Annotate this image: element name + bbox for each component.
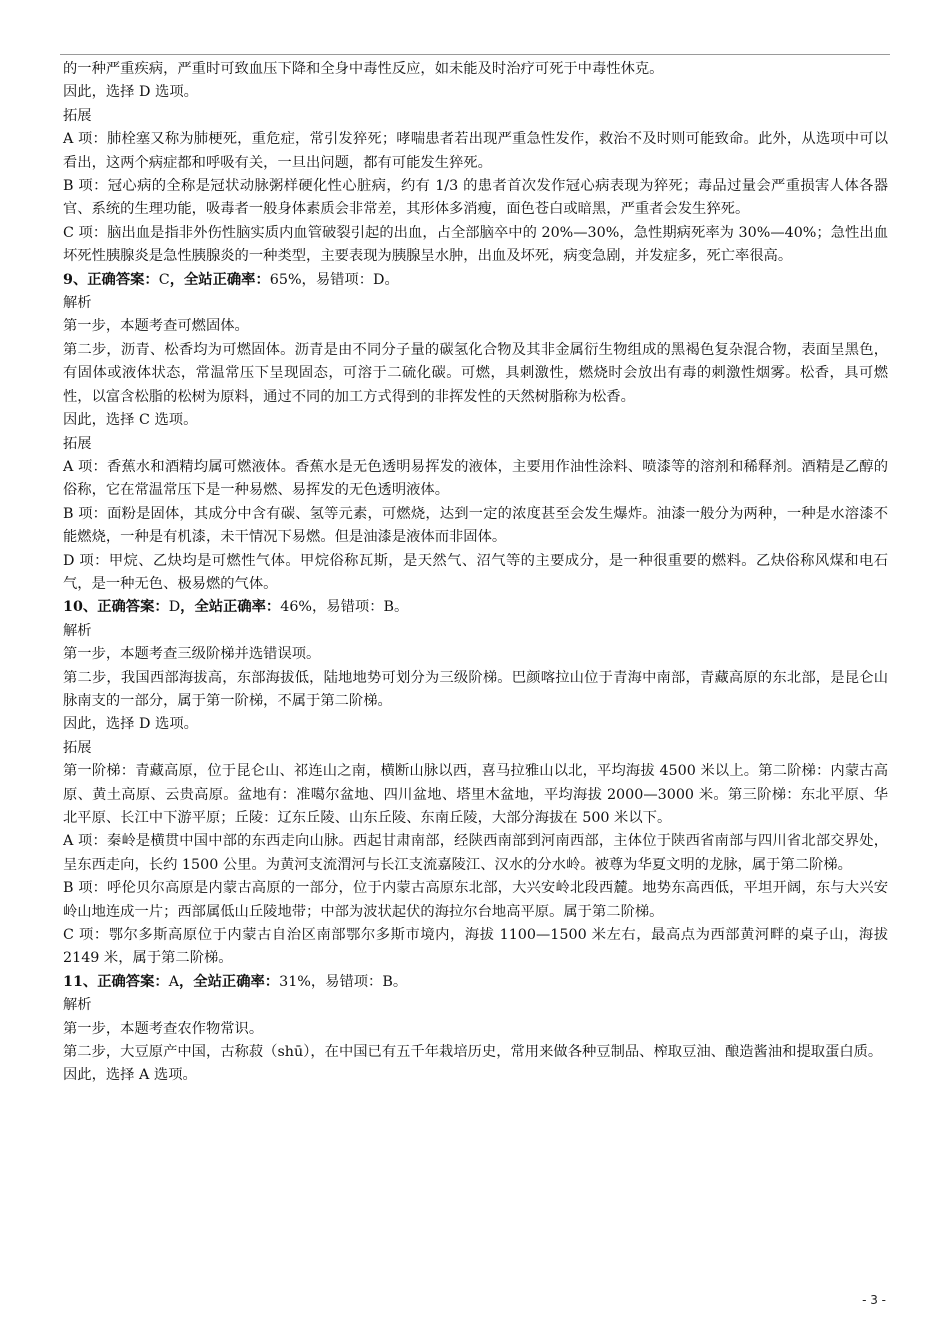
wrong-option-label: ，易错项： bbox=[310, 973, 383, 990]
accuracy-rate: 31% bbox=[279, 973, 311, 990]
correct-answer-label: 、正确答案： bbox=[72, 271, 159, 288]
paragraph: 解析 bbox=[63, 622, 92, 639]
wrong-option: B bbox=[382, 973, 393, 990]
accuracy-rate: 65% bbox=[269, 271, 302, 288]
accuracy-label: ，全站正确率： bbox=[180, 599, 281, 616]
paragraph: 第一步，本题考查三级阶梯并选错误项。 bbox=[63, 646, 321, 663]
paragraph: 第二步，沥青、松香均为可燃固体。沥青是由不同分子量的碳氢化合物及其非金属衍生物组成的黑褐色复杂混合物，表面呈黑色，有固体或液体状态，常温常压下呈现固态，可溶于二硫化碳。可燃，具刺激性，燃烧时会放出有毒的刺激性烟雾。松香，具可燃性，以富含松脂的松树为原料，通过不同的加工方式得到的非挥发性的天然树脂称为松香。 bbox=[63, 341, 888, 405]
correct-answer: A bbox=[168, 973, 180, 990]
paragraph: A 项：肺栓塞又称为肺梗死，重危症，常引发猝死；哮喘患者若出现严重急性发作，救治不及时则可能致命。此外，从选项中可以看出，这两个病症都和呼吸有关，一旦出问题，都有可能发生猝死。 bbox=[63, 131, 888, 171]
paragraph: 解析 bbox=[63, 997, 92, 1014]
paragraph: 因此，选择 A 选项。 bbox=[63, 1067, 197, 1084]
correct-answer: D bbox=[168, 599, 181, 616]
correct-answer-label: 、正确答案： bbox=[82, 599, 169, 616]
paragraph: C 项：脑出血是指非外伤性脑实质内血管破裂引起的出血，占全部脑卒中的 20%—30%，急性期病死率为 30%—40%；急性出血坏死性胰腺炎是急性胰腺炎的一种类型，主要表现为胰腺呈水肿，出血及坏死，病变急剧，并发症多，死亡率很高。 bbox=[63, 224, 888, 265]
paragraph: 第一步，本题考查可燃固体。 bbox=[63, 318, 249, 335]
paragraph: B 项：冠心病的全称是冠状动脉粥样硬化性心脏病，约有 1/3 的患者首次发作冠心病表现为猝死；毒品过量会严重损害人体各器官、系统的生理功能，吸毒者一般身体素质会非常差，其形体多消瘦，面色苍白或暗黑，严重者会发生猝死。 bbox=[63, 178, 888, 218]
page-number: - 3 - bbox=[862, 1293, 886, 1307]
paragraph: 第一阶梯：青藏高原，位于昆仑山、祁连山之南，横断山脉以西，喜马拉雅山以北，平均海拔 4500 米以上。第二阶梯：内蒙古高原、黄土高原、云贵高原。盆地有：准噶尔盆地、四川盆地、塔里木盆地，平均海拔 2000—3000 米。第三阶梯：东北平原、华北平原、长江中下游平原；丘陵：辽东丘陵、山东丘陵、东南丘陵，大部分海拔在 500 米以下。 bbox=[63, 763, 888, 826]
paragraph: A 项：秦岭是横贯中国中部的东西走向山脉。西起甘肃南部，经陕西南部到河南西部，主体位于陕西省南部与四川省北部交界处，呈东西走向，长约 1500 公里。为黄河支流渭河与长江支流嘉陵江、汉水的分水岭。被尊为华夏文明的龙脉，属于第二阶梯。 bbox=[63, 833, 888, 873]
paragraph: D 项：甲烷、乙炔均是可燃性气体。甲烷俗称瓦斯，是天然气、沼气等的主要成分，是一种很重要的燃料。乙炔俗称风煤和电石气，是一种无色、极易燃的气体。 bbox=[63, 552, 888, 592]
paragraph: 第一步，本题考查农作物常识。 bbox=[63, 1020, 264, 1037]
punctuation: 。 bbox=[384, 271, 399, 288]
wrong-option: D bbox=[373, 271, 385, 288]
correct-answer: C bbox=[158, 271, 170, 288]
question-number: 10 bbox=[63, 599, 83, 616]
paragraph: 拓展 bbox=[63, 435, 92, 452]
paragraph: 因此，选择 D 选项。 bbox=[63, 84, 198, 101]
wrong-option: B bbox=[383, 599, 395, 616]
correct-answer-label: 、正确答案： bbox=[82, 973, 169, 990]
punctuation: 。 bbox=[392, 973, 408, 990]
paragraph: 因此，选择 D 选项。 bbox=[63, 716, 198, 733]
answer-line bbox=[63, 269, 888, 292]
accuracy-label: ，全站正确率： bbox=[169, 271, 270, 288]
accuracy-label: ，全站正确率： bbox=[179, 973, 280, 990]
paragraph: A 项：香蕉水和酒精均属可燃液体。香蕉水是无色透明易挥发的液体，主要用作油性涂料、喷漆等的溶剂和稀释剂。酒精是乙醇的俗称，它在常温常压下是一种易燃、易挥发的无色透明液体。 bbox=[63, 458, 888, 499]
paragraph: 的一种严重疾病，严重时可致血压下降和全身中毒性反应，如未能及时治疗可死于中毒性休克。 bbox=[63, 61, 664, 77]
accuracy-rate: 46% bbox=[280, 599, 313, 616]
answer-line bbox=[63, 596, 888, 619]
paragraph: 因此，选择 C 选项。 bbox=[63, 412, 198, 429]
header-rule bbox=[60, 54, 890, 55]
answer-line bbox=[63, 971, 888, 994]
document-body bbox=[63, 58, 888, 1088]
paragraph: 第二步，大豆原产中国，古称菽（shū），在中国已有五千年栽培历史，常用来做各种豆制品、榨取豆油、酿造酱油和提取蛋白质。 bbox=[63, 1044, 883, 1061]
wrong-option-label: ，易错项： bbox=[301, 271, 374, 288]
question-number: 11 bbox=[63, 973, 83, 990]
paragraph: 解析 bbox=[63, 295, 92, 312]
paragraph: B 项：呼伦贝尔高原是内蒙古高原的一部分，位于内蒙古高原东北部，大兴安岭北段西麓。地势东高西低，平坦开阔，东与大兴安岭山地连成一片；西部属低山丘陵地带；中部为波状起伏的海拉尔台地高平原。属于第二阶梯。 bbox=[63, 880, 888, 920]
wrong-option-label: ，易错项： bbox=[312, 599, 384, 616]
paragraph: 拓展 bbox=[63, 107, 92, 124]
paragraph: 第二步，我国西部海拔高，东部海拔低，陆地地势可划分为三级阶梯。巴颜喀拉山位于青海中南部，青藏高原的东北部，是昆仑山脉南支的一部分，属于第一阶梯，不属于第二阶梯。 bbox=[63, 669, 888, 709]
paragraph: 拓展 bbox=[63, 739, 92, 756]
punctuation: 。 bbox=[394, 599, 409, 616]
question-number: 9 bbox=[63, 271, 73, 288]
paragraph: B 项：面粉是固体，其成分中含有碳、氢等元素，可燃烧，达到一定的浓度甚至会发生爆炸。油漆一般分为两种，一种是水溶漆不能燃烧，一种是有机漆，未干情况下易燃。但是油漆是液体而非固体。 bbox=[63, 505, 888, 546]
paragraph: C 项：鄂尔多斯高原位于内蒙古自治区南部鄂尔多斯市境内，海拔 1100—1500 米左右，最高点为西部黄河畔的桌子山，海拔 2149 米，属于第二阶梯。 bbox=[63, 927, 888, 967]
